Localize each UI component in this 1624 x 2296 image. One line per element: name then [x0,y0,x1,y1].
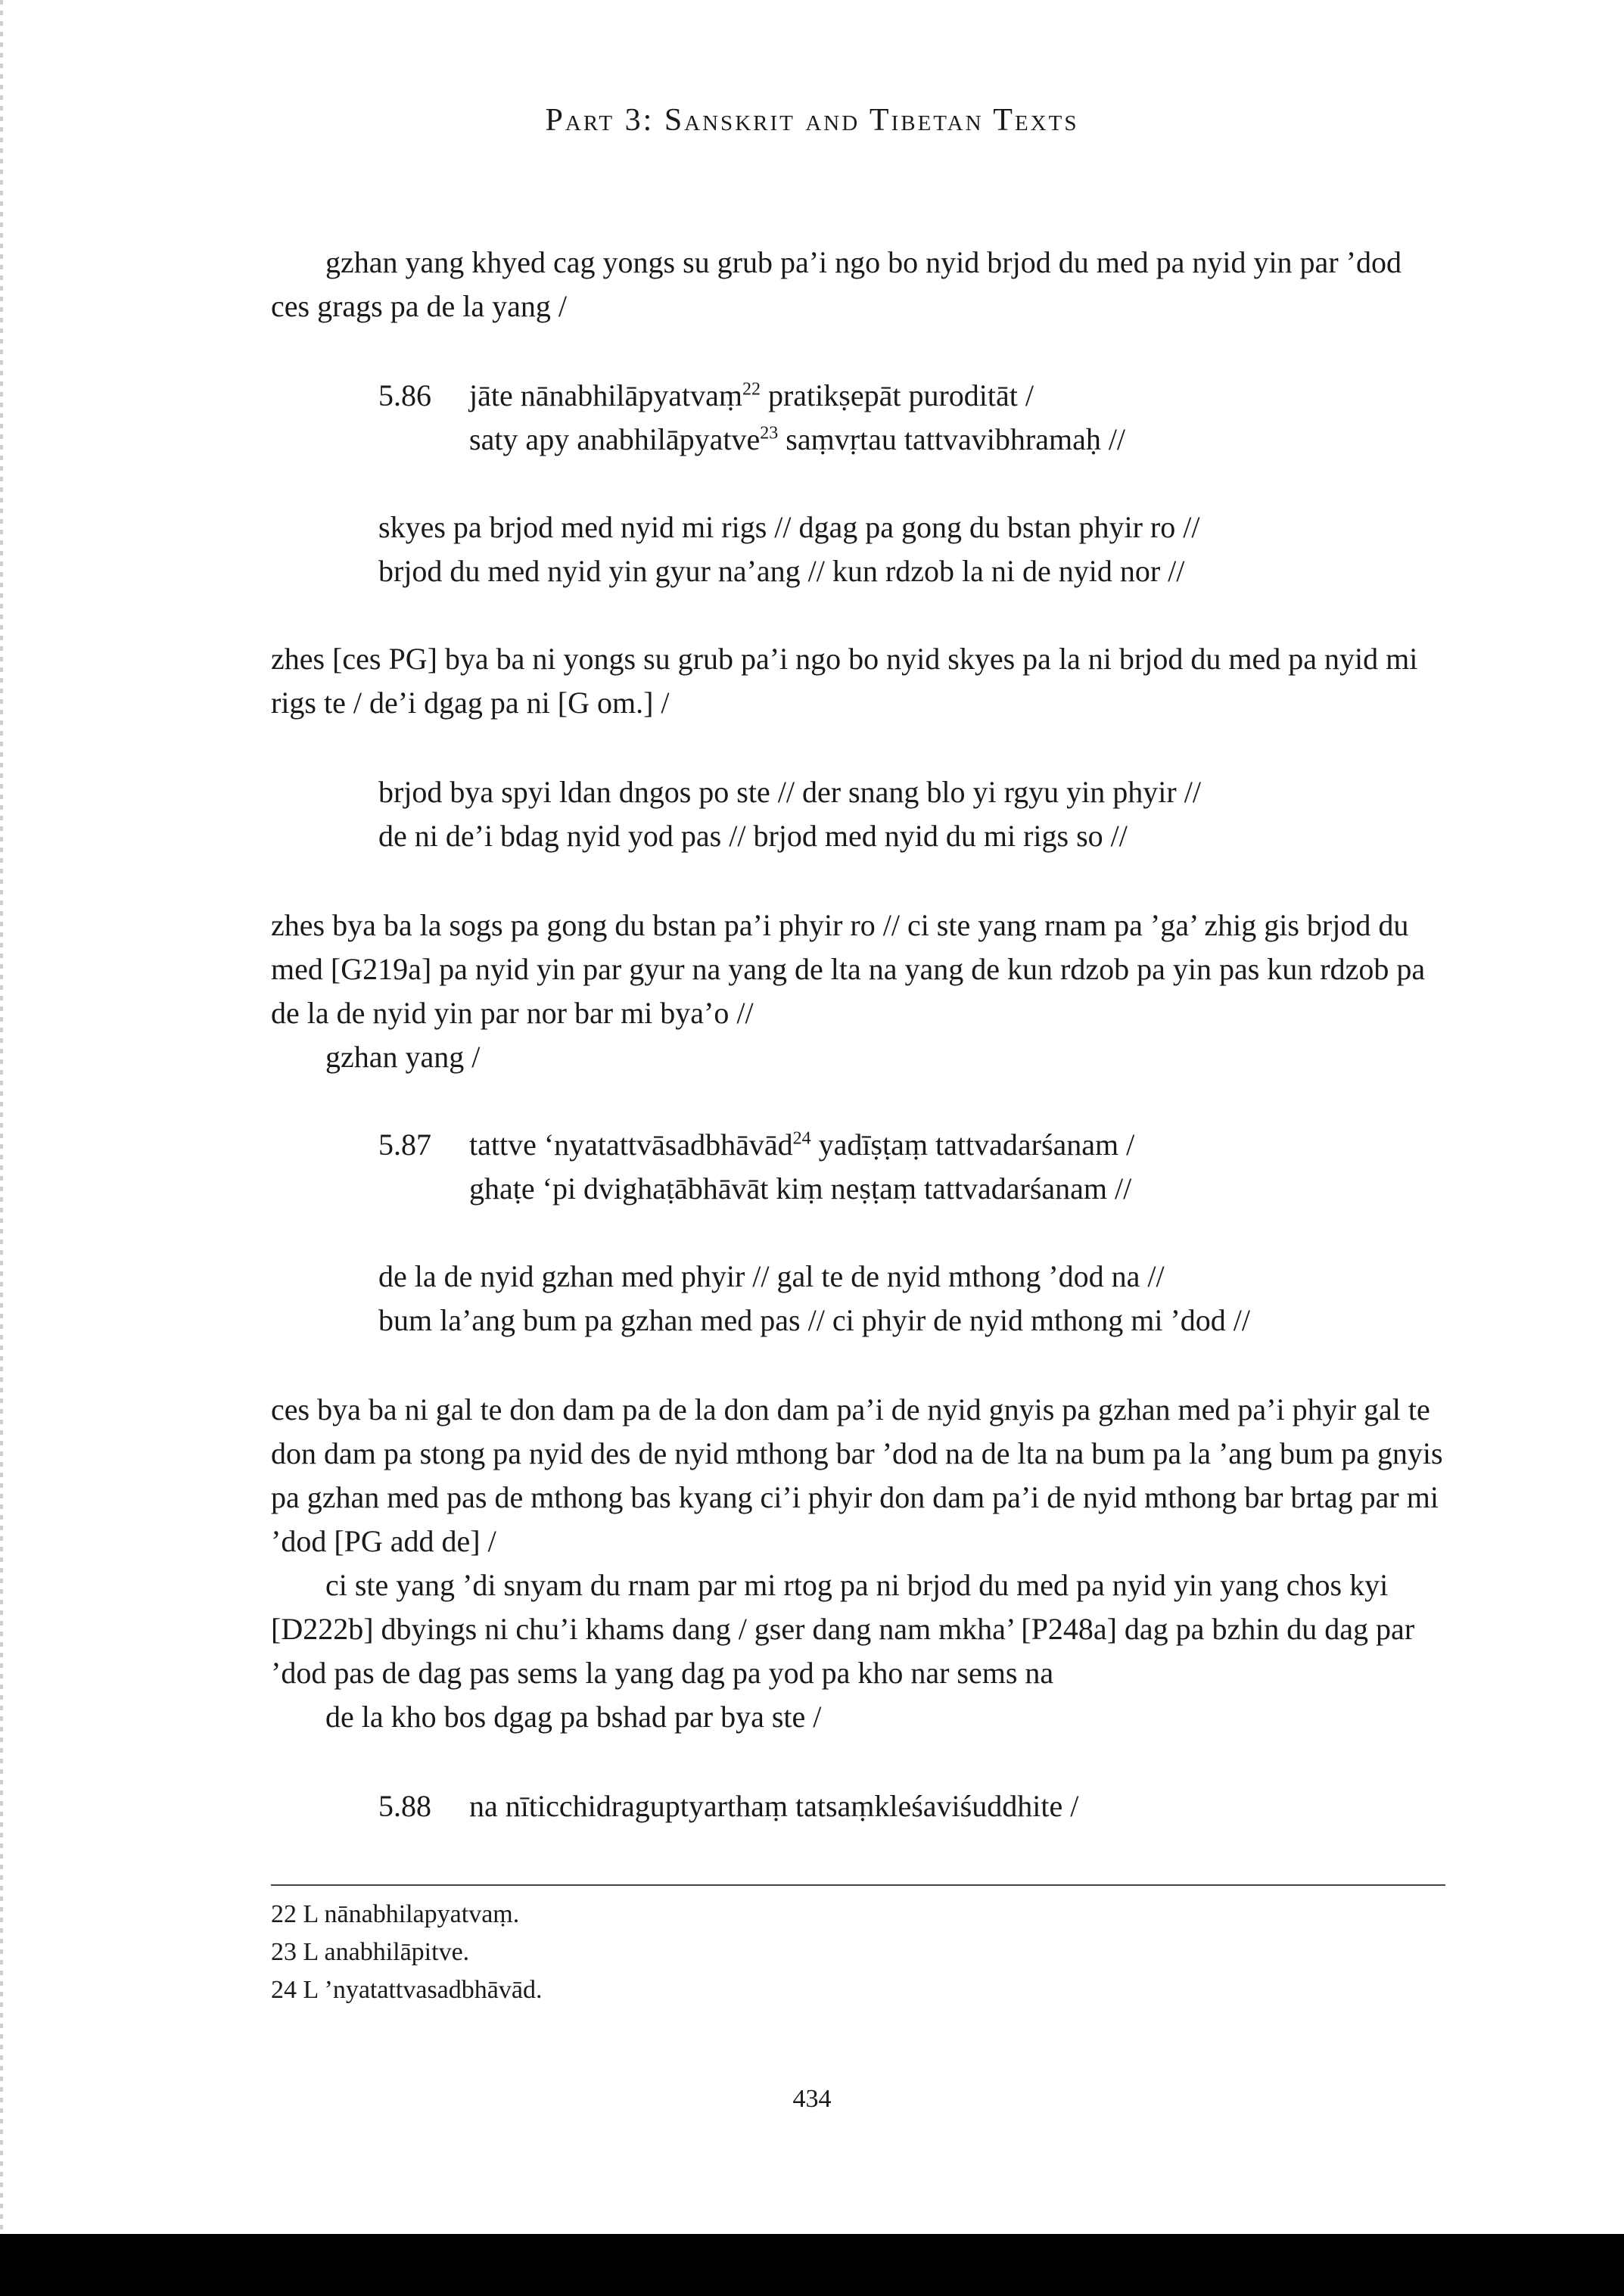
paragraph-text: ces bya ba ni gal te don dam pa de la don dam pa’i de nyid gnyis pa gzhan med pa’i phyir gal te don dam pa stong pa nyid des de nyid mthong bar ’dod na de lta na bum pa la ’ang bum pa gnyis pa gzhan med pas de mthong bas kyang ci’i phyir don dam pa’i de nyid mthong bar brtag par mi ’dod [PG add de] / [271,1392,1443,1558]
footnote-ref: 23 [760,423,779,443]
running-header: Part 3: Sanskrit and Tibetan Texts [545,103,1079,138]
paragraph-3 [271,904,1445,1079]
scan-border [0,2234,1624,2296]
paragraph-text: de la kho bos dgag pa bshad par bya ste / [325,1700,822,1734]
verse-5-86 [378,374,1438,462]
tibetan-verse-3 [378,1255,1438,1342]
footnote-rule [271,1884,1445,1886]
paragraph-text: zhes [ces PG] bya ba ni yongs su grub pa’i ngo bo nyid skyes pa la ni brjod du med pa nyid mi rigs te / de’i dgag pa ni [G om.] / [271,642,1418,720]
tibetan-verse-1 [378,506,1438,593]
verse-line: de ni de’i bdag nyid yod pas // brjod med nyid du mi rigs so // [378,819,1128,853]
verse-line: 5.86 jāte nānabhilāpyatvaṃ$^{22}$ pratikṣepāt puroditāt / [378,374,1438,418]
paragraph-text: gzhan yang khyed cag yongs su grub pa’i ngo bo nyid brjod du med pa nyid yin par ’dod ces grags pa de la yang / [271,245,1402,323]
footnote-ref: 22 [742,379,761,400]
tibetan-verse-2 [378,770,1438,858]
footnote-ref: 24 [792,1128,811,1149]
footnotes [271,1896,1445,2009]
footnote: 23 L anabhilāpitve. [271,1938,470,1966]
verse-line: saty apy anabhilāpyatve$^{23}$ saṃvṛtau tattvavibhramaḥ // [469,422,1126,456]
verse-number: 5.88 [378,1789,431,1823]
verse-number: 5.87 [378,1128,431,1162]
page-edge [0,0,3,2232]
paragraph-text: zhes bya ba la sogs pa gong du bstan pa’i phyir ro // ci ste yang rnam pa ’ga’ zhig gis brjod du med [G219a] pa nyid yin par gyur na yang de lta na yang de kun rdzob pa yin pas kun rdzob pa de la de nyid yin par nor bar mi bya’o // [271,908,1426,1030]
paragraph-text: gzhan yang / [325,1040,481,1074]
verse-line: brjod du med nyid yin gyur na’ang // kun rdzob la ni de nyid nor // [378,554,1185,588]
footnote: 22 L nānabhilapyatvaṃ. [271,1900,520,1928]
verse-line: 5.88 na nīticchidraguptyarthaṃ tatsaṃkleśaviśuddhite / [378,1784,1438,1828]
verse-line: 5.87 tattve ‘nyatattvāsadbhāvād$^{24}$ yadīṣṭaṃ tattvadarśanam / [378,1123,1438,1167]
verse-number: 5.86 [378,378,431,412]
verse-line: ghaṭe ‘pi dvighaṭābhāvāt kiṃ neṣṭaṃ tattvadarśanam // [469,1171,1132,1206]
footnote: 24 L ’nyatattvasadbhāvād. [271,1976,543,2004]
paragraph-1 [271,241,1445,328]
verse-5-87 [378,1123,1438,1211]
paragraph-5 [271,1388,1445,1739]
paragraph-text: ci ste yang ’di snyam du rnam par mi rtog pa ni brjod du med pa nyid yin yang chos kyi [D222b] dbyings ni chu’i khams dang / gser dang nam mkha’ [P248a] dag pa bzhin du dag par ’dod pas de dag pas sems la yang dag pa yod pa kho nar sems na [271,1568,1415,1690]
paragraph-2 [271,637,1445,725]
verse-line: skyes pa brjod med nyid mi rigs // dgag pa gong du bstan phyir ro // [378,510,1200,544]
page-number: 434 [792,2085,832,2113]
verse-line: bum la’ang bum pa gzhan med pas // ci phyir de nyid mthong mi ’dod // [378,1303,1251,1337]
verse-line: brjod bya spyi ldan dngos po ste // der snang blo yi rgyu yin phyir // [378,775,1201,809]
verse-line: de la de nyid gzhan med phyir // gal te de nyid mthong ’dod na // [378,1259,1165,1293]
verse-5-88 [378,1784,1438,1828]
